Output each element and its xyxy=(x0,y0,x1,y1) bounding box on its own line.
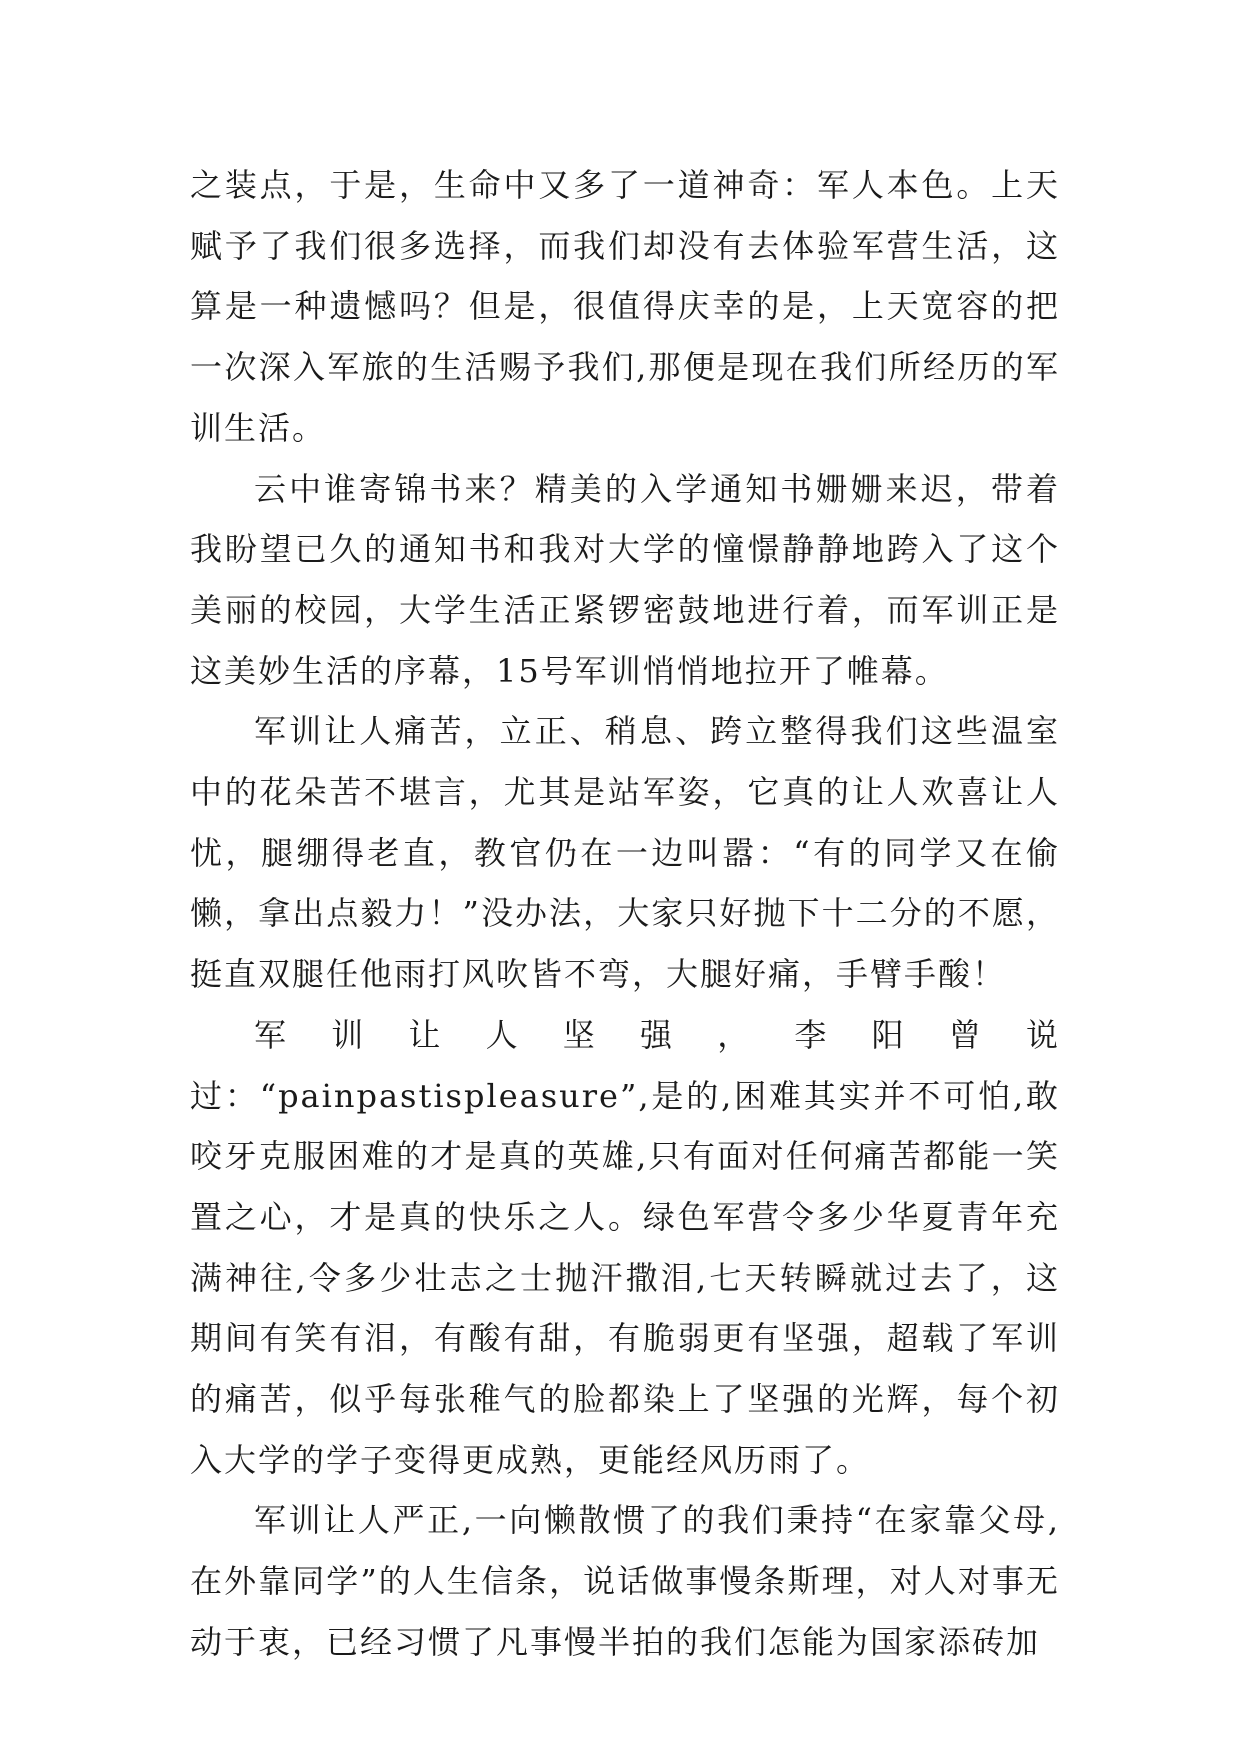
paragraph-3: 军训让人痛苦，立正、稍息、跨立整得我们这些温室中的花朵苦不堪言，尤其是站军姿，它真的让人欢喜让人忧，腿绷得老直，教官仍在一边叫嚣：“有的同学又在偷懒，拿出点毅力！”没办法，大家只好抛下十二分的不愿，挺直双腿任他雨打风吹皆不弯，大腿好痛，手臂手酸！ xyxy=(190,712,1060,994)
document-body xyxy=(190,155,1060,1673)
paragraph-1: 之装点，于是，生命中又多了一道神奇：军人本色。上天赋予了我们很多选择，而我们却没有去体验军营生活，这算是一种遗憾吗？但是，很值得庆幸的是，上天宽容的把一次深入军旅的生活赐予我们,那便是现在我们所经历的军训生活。 xyxy=(190,166,1060,447)
paragraph-5: 军训让人严正,一向懒散惯了的我们秉持“在家靠父母,在外靠同学”的人生信条，说话做事慢条斯理，对人对事无动于衷，已经习惯了凡事慢半拍的我们怎能为国家添砖加 xyxy=(190,1501,1060,1661)
paragraph-4: 军训让人坚强，李阳曾说过：“painpastispleasure”,是的,困难其实并不可怕,敢咬牙克服困难的才是真的英雄,只有面对任何痛苦都能一笑置之心，才是真的快乐之人。绿色军营令多少华夏青年充满神往,令多少壮志之士抛汗撒泪,七天转瞬就过去了，这期间有笑有泪，有酸有甜，有脆弱更有坚强，超载了军训的痛苦，似乎每张稚气的脸都染上了坚强的光辉，每个初入大学的学子变得更成熟，更能经风历雨了。 xyxy=(190,1015,1060,1479)
paragraph-2: 云中谁寄锦书来？精美的入学通知书姗姗来迟，带着我盼望已久的通知书和我对大学的憧憬静静地跨入了这个美丽的校园，大学生活正紧锣密鼓地进行着，而军训正是这美妙生活的序幕，15号军训悄悄地拉开了帷幕。 xyxy=(190,469,1060,690)
